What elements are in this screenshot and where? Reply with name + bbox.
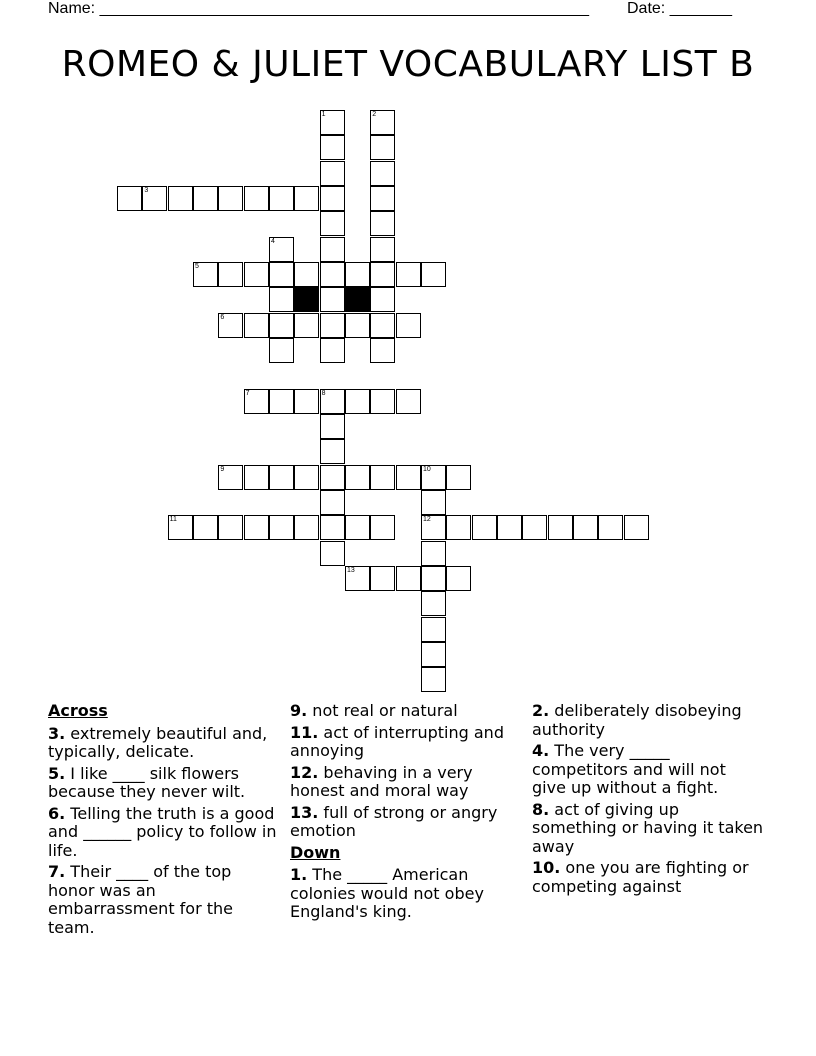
crossword-cell[interactable] (320, 287, 345, 312)
clue-number: 4 (270, 237, 275, 245)
clue-number: 3 (144, 186, 149, 194)
clue-number: 10 (422, 465, 431, 473)
crossword-cell[interactable] (320, 439, 345, 464)
crossword-cell[interactable] (522, 515, 547, 540)
crossword-cell[interactable] (396, 389, 421, 414)
clue-item (290, 804, 522, 841)
crossword-cell[interactable] (421, 541, 446, 566)
clue-number: 9 (220, 465, 225, 473)
crossword-cell[interactable] (294, 262, 319, 287)
crossword-cell[interactable] (370, 287, 395, 312)
crossword-cell[interactable] (320, 338, 345, 363)
crossword-cell[interactable] (370, 389, 395, 414)
crossword-cell[interactable] (320, 237, 345, 262)
crossword-cell[interactable] (320, 211, 345, 236)
clue-text: act of interrupting and annoying (290, 722, 504, 760)
crossword-cell[interactable] (421, 262, 446, 287)
clue-number: 11. (290, 722, 319, 742)
name-field-label: Name: _______________________________________________________ (48, 0, 589, 17)
clue-text: extremely beautiful and, typically, delicate. (48, 723, 268, 761)
clue-number: 6. (48, 803, 66, 823)
clue-text: full of strong or angry emotion (290, 802, 498, 840)
crossword-cell[interactable] (320, 541, 345, 566)
crossword-cell[interactable] (320, 135, 345, 160)
clue-text: I like ____ silk flowers because they never wilt. (48, 763, 246, 801)
clue-text: behaving in a very honest and moral way (290, 762, 473, 800)
crossword-cell[interactable] (142, 186, 167, 211)
clue-item (48, 863, 280, 937)
clue-item (290, 866, 522, 922)
crossword-cell[interactable] (345, 566, 370, 591)
crossword-cell[interactable] (320, 465, 345, 490)
crossword-block (345, 287, 370, 312)
crossword-cell[interactable] (421, 465, 446, 490)
crossword-cell[interactable] (345, 465, 370, 490)
clue-item (48, 765, 280, 802)
crossword-cell[interactable] (269, 186, 294, 211)
crossword-cell[interactable] (193, 262, 218, 287)
clue-number: 5. (48, 763, 66, 783)
clue-number: 11 (169, 516, 177, 524)
clue-item (532, 801, 764, 857)
crossword-cell[interactable] (370, 338, 395, 363)
crossword-cell[interactable] (244, 389, 269, 414)
clue-column-2 (290, 702, 522, 925)
crossword-cell[interactable] (294, 515, 319, 540)
clue-number: 9. (290, 701, 308, 720)
clue-text: not real or natural (307, 701, 458, 720)
clue-number: 10. (532, 858, 561, 877)
crossword-cell[interactable] (269, 313, 294, 338)
crossword-cell[interactable] (396, 465, 421, 490)
crossword-cell[interactable] (370, 211, 395, 236)
crossword-cell[interactable] (193, 186, 218, 211)
clue-number: 3. (48, 723, 66, 743)
clue-text: deliberately disobeying authority (532, 701, 742, 739)
crossword-cell[interactable] (168, 515, 193, 540)
crossword-cell[interactable] (421, 667, 446, 692)
crossword-cell[interactable] (345, 262, 370, 287)
crossword-cell[interactable] (497, 515, 522, 540)
crossword-cell[interactable] (624, 515, 649, 540)
crossword-cell[interactable] (168, 186, 193, 211)
crossword-cell[interactable] (294, 465, 319, 490)
crossword-cell[interactable] (244, 313, 269, 338)
crossword-cell[interactable] (472, 515, 497, 540)
crossword-cell[interactable] (269, 465, 294, 490)
crossword-cell[interactable] (370, 135, 395, 160)
crossword-cell[interactable] (320, 515, 345, 540)
clue-item (290, 764, 522, 801)
clue-number: 8. (532, 799, 550, 819)
clue-number: 2. (532, 701, 550, 720)
crossword-cell[interactable] (573, 515, 598, 540)
crossword-cell[interactable] (320, 389, 345, 414)
clue-text: Telling the truth is a good and ______ policy to follow in life. (48, 803, 277, 860)
crossword-cell[interactable] (244, 515, 269, 540)
crossword-cell[interactable] (294, 313, 319, 338)
clue-number: 12. (290, 762, 319, 782)
clue-column-3 (532, 702, 764, 899)
clue-item (532, 742, 764, 798)
crossword-cell[interactable] (421, 617, 446, 642)
crossword-cell[interactable] (269, 389, 294, 414)
crossword-cell[interactable] (320, 186, 345, 211)
crossword-cell[interactable] (370, 566, 395, 591)
crossword-cell[interactable] (421, 642, 446, 667)
crossword-cell[interactable] (320, 313, 345, 338)
clue-item (48, 805, 280, 861)
crossword-cell[interactable] (421, 591, 446, 616)
crossword-cell[interactable] (294, 389, 319, 414)
crossword-cell[interactable] (370, 515, 395, 540)
crossword-cell[interactable] (370, 262, 395, 287)
crossword-cell[interactable] (396, 566, 421, 591)
crossword-cell[interactable] (269, 287, 294, 312)
clue-section-heading: Across (48, 701, 108, 720)
clue-item (532, 702, 764, 739)
clue-number: 13. (290, 802, 319, 822)
crossword-cell[interactable] (396, 262, 421, 287)
crossword-cell[interactable] (446, 465, 471, 490)
clue-text: Their ____ of the top honor was an embarrassment for the team. (48, 862, 234, 937)
crossword-cell[interactable] (218, 262, 243, 287)
crossword-cell[interactable] (244, 186, 269, 211)
clue-number: 1 (321, 111, 326, 118)
clue-text: act of giving up something or having it taken away (532, 799, 764, 856)
crossword-cell[interactable] (320, 490, 345, 515)
crossword-cell[interactable] (269, 338, 294, 363)
crossword-cell[interactable] (320, 262, 345, 287)
clue-item (290, 724, 522, 761)
clue-item (48, 725, 280, 762)
clue-number: 8 (321, 389, 326, 397)
crossword-cell[interactable] (345, 389, 370, 414)
clue-section-heading: Down (290, 842, 341, 862)
crossword-cell[interactable] (446, 515, 471, 540)
crossword-cell[interactable] (421, 515, 446, 540)
clue-number: 7. (48, 862, 66, 881)
crossword-cell[interactable] (269, 515, 294, 540)
crossword-cell[interactable] (370, 186, 395, 211)
crossword-cell[interactable] (117, 186, 142, 211)
crossword-cell[interactable] (320, 414, 345, 439)
crossword-cell[interactable] (218, 186, 243, 211)
clue-number: 1. (290, 865, 308, 884)
date-field-label: Date: _______ (627, 0, 732, 17)
clue-item (532, 859, 764, 896)
clue-number: 6 (220, 313, 225, 321)
crossword-cell[interactable] (548, 515, 573, 540)
crossword-cell[interactable] (345, 313, 370, 338)
crossword-cell[interactable] (370, 237, 395, 262)
crossword-cell[interactable] (193, 515, 218, 540)
clue-number: 2 (372, 111, 377, 118)
clue-number: 12 (422, 516, 431, 524)
crossword-cell[interactable] (370, 313, 395, 338)
crossword-cell[interactable] (269, 237, 294, 262)
clue-text: The very _____ competitors and will not give up without a fight. (532, 741, 726, 797)
crossword-cell[interactable] (345, 515, 370, 540)
crossword-cell[interactable] (269, 262, 294, 287)
crossword-cell[interactable] (421, 490, 446, 515)
clue-number: 7 (245, 389, 250, 397)
clue-text: The _____ American colonies would not obey England's king. (290, 865, 484, 921)
crossword-cell[interactable] (421, 566, 446, 591)
crossword-cell[interactable] (244, 465, 269, 490)
crossword-cell[interactable] (370, 161, 395, 186)
clue-number: 5 (194, 262, 199, 270)
clue-item (290, 702, 522, 721)
crossword-block (294, 287, 319, 312)
crossword-cell[interactable] (320, 110, 345, 135)
crossword-cell[interactable] (396, 313, 421, 338)
crossword-cell[interactable] (218, 313, 243, 338)
crossword-cell[interactable] (320, 161, 345, 186)
crossword-cell[interactable] (218, 465, 243, 490)
crossword-cell[interactable] (446, 566, 471, 591)
clue-number: 13 (346, 566, 355, 574)
crossword-cell[interactable] (294, 186, 319, 211)
crossword-cell[interactable] (370, 110, 395, 135)
clue-number: 4. (532, 741, 550, 760)
clue-column-1 (48, 702, 280, 940)
page-title: ROMEO & JULIET VOCABULARY LIST B (61, 44, 755, 85)
crossword-cell[interactable] (218, 515, 243, 540)
clue-text: one you are fighting or competing against (532, 858, 749, 896)
crossword-cell[interactable] (370, 465, 395, 490)
crossword-cell[interactable] (244, 262, 269, 287)
crossword-cell[interactable] (598, 515, 623, 540)
